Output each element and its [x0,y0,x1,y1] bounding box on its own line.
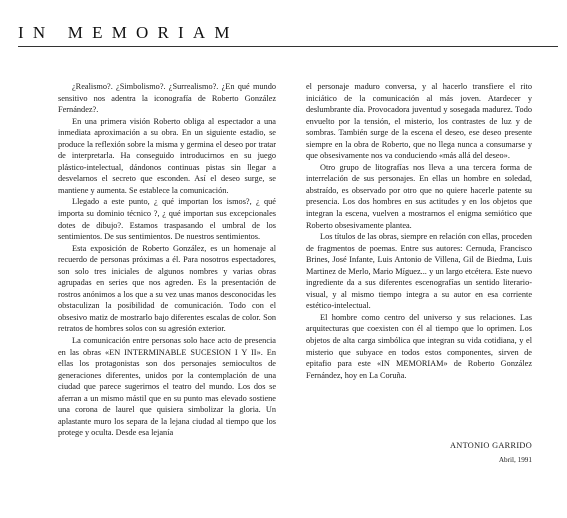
paragraph: ¿Realismo?. ¿Simbolismo?. ¿Surrealismo?. ¿En qué mundo sensitivo nos adentra la iconografía de Roberto González Fernández?. [58,82,276,115]
left-column [58,81,276,439]
author-signature: ANTONIO GARRIDO [449,441,532,450]
paragraph: El hombre como centro del universo y sus relaciones. Las arquitecturas que coexisten con él al tiempo que lo oprimen. Los objetos de alta carga simbólica que integran su vida cotidiana, y el misterio que subyace en todos estos componentes, sirven de epitafio para este «IN MEMORIAM» de Roberto González Fernández, hoy en La Coruña. [306,312,532,380]
paragraph: el personaje maduro conversa, y al hacerlo transfiere el rito iniciático de la comunicación al más joven. Atardecer y deslumbrante día. Provocadora juventud y sosegada madurez. Todo envuelto por la tensión, el misterio, los contrastes de luz y de sombras. También surge de la escena el deseo, ese deseo presente siempre en la obra de Roberto, que no llega nunca a consumarse y que obsesivamente nos va conduciendo «más allá del deseo». [306,82,532,161]
paragraph: La comunicación entre personas solo hace acto de presencia en las obras «EN INTERMINABLE SUCESION I Y II». En ellas los protagonistas son dos personajes semiocultos de generaciones diferentes, unidos por la contemplación de una ciudad que parece sugerirnos el teatro del mundo. Los dos se aferran a un mismo mástil que en su punto mas elevado sostiene una corona de laurel que quisiera simbolizar la gloria. Un aplastante muro los separa de la lejana ciudad al tiempo que los protege y oculta. Desde esa lejanía [58,336,276,438]
page-title: IN MEMORIAM [18,23,239,42]
paragraph: Los títulos de las obras, siempre en relación con ellas, proceden de fragmentos de poemas. Entre sus autores: Cernuda, Francisco Brines, José Infante, Luis Antonio de Villena, Gil de Biedma, Luis Martinez de Merlo, Mario Míguez... y un largo etcétera. Este nuevo ingrediente da a sus diferentes escenografías un sentido literario-visual, y al mismo tiempo integra a su autor en esa corriente estético-intelectual. [306,232,532,311]
page-header [18,24,558,42]
paragraph: Esta exposición de Roberto González, es un homenaje al recuerdo de personas próximas a él. Para nosotros espectadores, son solo tres iniciales de algunos nombres y varias obras agrupadas en series que nos agreden. Es la presentación de rostros anónimos a los que a su vez unas manos desconocidas les obstaculizan la posibilidad de comunicación. Todo con el obsesivo matiz de mostrarlo bajo diferentes escalas de color. Son retratos de hombres solos con su agresión exterior. [58,243,276,334]
paragraph: Llegado a este punto, ¿ qué importan los ismos?, ¿ qué importa su dominio técnico ?, ¿ qué importan sus excepcionales dotes de dibujo?. Estamos traspasando el umbral de los sentimientos. De sus sentimientos. De nuestros sentimientos. [58,197,276,242]
right-column [306,81,532,381]
paragraph: En una primera visión Roberto obliga al espectador a una inmediata aproximación a su obra. En un siguiente estadio, se produce la reflexión sobre la misma y germina el deseo por tratar de interpretarla. Ha conseguido introducirnos en su juego plástico-intelectual, dándonos continuas pistas sin llegar a desvelarnos el secreto que esconden. Así el deseo surge, se mantiene y aumenta. Se establece la comunicación. [58,116,276,195]
title-rule [18,46,558,47]
paragraph: Otro grupo de litografías nos lleva a una tercera forma de interrelación de sus personajes. En ellas un hombre en soledad, abstraído, es observado por otro que no quiere hacerle patente su presencia. Los dos hombres en sus actitudes y en los objetos que integran la escena, vuelven a mostrarnos el enigma semiótico que Roberto obsesivamente plantea. [306,162,532,230]
signature-date: Abril, 1991 [498,456,532,464]
